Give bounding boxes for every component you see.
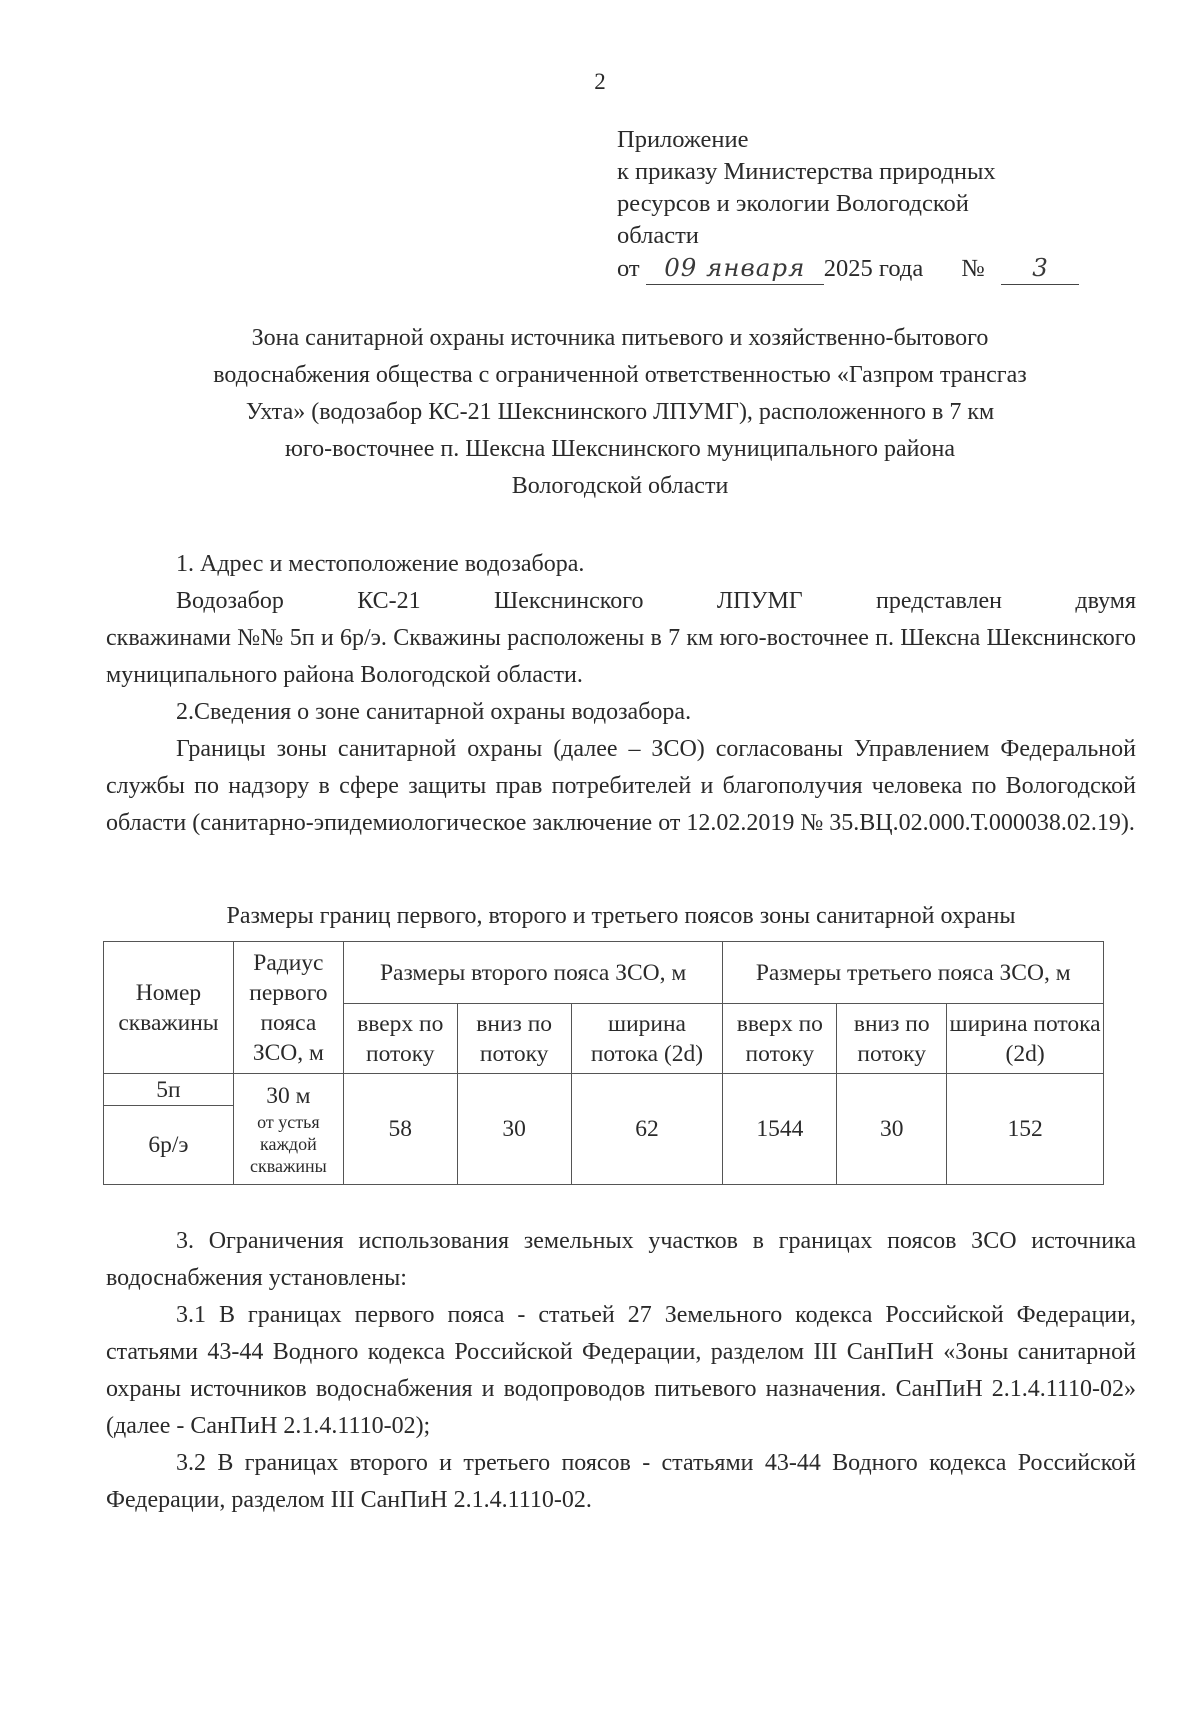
document-title [120, 320, 1120, 505]
cell-z3-upstream: 1544 [723, 1074, 837, 1185]
appendix-header [617, 124, 1177, 285]
handwritten-date: 09 января [646, 252, 824, 285]
cell-z2-downstream: 30 [457, 1074, 571, 1185]
cell-well-5p: 5п [104, 1074, 234, 1106]
title-line: водоснабжения общества с ограниченной ответственностью «Газпром трансгаз [213, 362, 1027, 388]
date-prefix: от [617, 255, 640, 282]
cell-z2-width: 62 [571, 1074, 723, 1185]
header-second-belt: Размеры второго пояса ЗСО, м [343, 942, 723, 1004]
title-line: Вологодской области [511, 473, 729, 499]
radius-note: от устья каждой скважины [249, 1112, 327, 1176]
cell-z3-width: 152 [947, 1074, 1104, 1185]
header-well-number: Номер скважины [104, 942, 234, 1074]
title-line: юго-восточнее п. Шексна Шекснинского муниципального района [285, 436, 955, 462]
title-line: Зона санитарной охраны источника питьевого и хозяйственно-бытового [251, 325, 989, 351]
section-3-heading: 3. Ограничения использования земельных участков в границах поясов ЗСО источника водоснабжения установлены: [106, 1228, 1136, 1291]
section-3-2-paragraph: 3.2 В границах второго и третьего поясов - статьями 43-44 Водного кодекса Российской Федерации, разделом III СанПиН 2.1.4.1110-02. [106, 1450, 1136, 1513]
handwritten-order-number: 3 [1001, 252, 1079, 285]
section-1-paragraph-rest: скважинами №№ 5п и 6р/э. Скважины расположены в 7 км юго-восточнее п. Шексна Шекснинского муниципального района Вологодской области. [106, 625, 1136, 688]
section-1-paragraph-line-1: Водозабор КС-21 Шекснинского ЛПУМГ представлен двумя [176, 588, 1136, 614]
section-2-paragraph: Границы зоны санитарной охраны (далее – ЗСО) согласованы Управлением Федеральной службы по надзору в сфере защиты прав потребителей и благополучия человека по Вологодской области (санитарно-эпидемиологическое заключение от 12.02.2019 № 35.ВЦ.02.000.Т.000038.02.19). [106, 736, 1136, 836]
year-text: 2025 года [823, 255, 924, 282]
header-z2-downstream: вниз по потоку [457, 1004, 571, 1074]
header-z2-upstream: вверх по потоку [343, 1004, 457, 1074]
radius-value: 30 м [266, 1083, 311, 1109]
zso-dimensions-table [103, 941, 1104, 1185]
appendix-line-2: к приказу Министерства природных [617, 158, 996, 185]
number-sign: № [961, 255, 985, 282]
page-number: 2 [594, 69, 606, 94]
cell-radius [233, 1074, 343, 1185]
appendix-date-line [617, 252, 1177, 285]
header-z3-downstream: вниз по потоку [837, 1004, 947, 1074]
appendix-line-1: Приложение [617, 126, 749, 153]
cell-z3-downstream: 30 [837, 1074, 947, 1185]
appendix-line-4: области [617, 222, 699, 249]
appendix-line-3: ресурсов и экологии Вологодской [617, 190, 969, 217]
section-1 [106, 546, 1136, 842]
section-2-heading: 2.Сведения о зоне санитарной охраны водозабора. [176, 699, 692, 725]
header-z3-width: ширина потока (2d) [947, 1004, 1104, 1074]
section-1-heading: 1. Адрес и местоположение водозабора. [176, 551, 585, 577]
section-3 [106, 1223, 1136, 1519]
section-3-1-paragraph: 3.1 В границах первого пояса - статьей 27 Земельного кодекса Российской Федерации, статьями 43-44 Водного кодекса Российской Федерации, разделом III СанПиН «Зоны санитарной охраны источников водоснабжения и водопроводов питьевого назначения. СанПиН 2.1.4.1110-02» (далее - СанПиН 2.1.4.1110-02); [106, 1302, 1136, 1439]
header-first-belt-radius: Радиус первого пояса ЗСО, м [233, 942, 343, 1074]
header-z2-width: ширина потока (2d) [571, 1004, 723, 1074]
table-caption: Размеры границ первого, второго и третьего поясов зоны санитарной охраны [226, 903, 1016, 929]
title-line: Ухта» (водозабор КС-21 Шекснинского ЛПУМГ), расположенного в 7 км [245, 399, 995, 425]
cell-well-6re: 6р/э [104, 1106, 234, 1185]
header-z3-upstream: вверх по потоку [723, 1004, 837, 1074]
header-third-belt: Размеры третьего пояса ЗСО, м [723, 942, 1104, 1004]
cell-z2-upstream: 58 [343, 1074, 457, 1185]
